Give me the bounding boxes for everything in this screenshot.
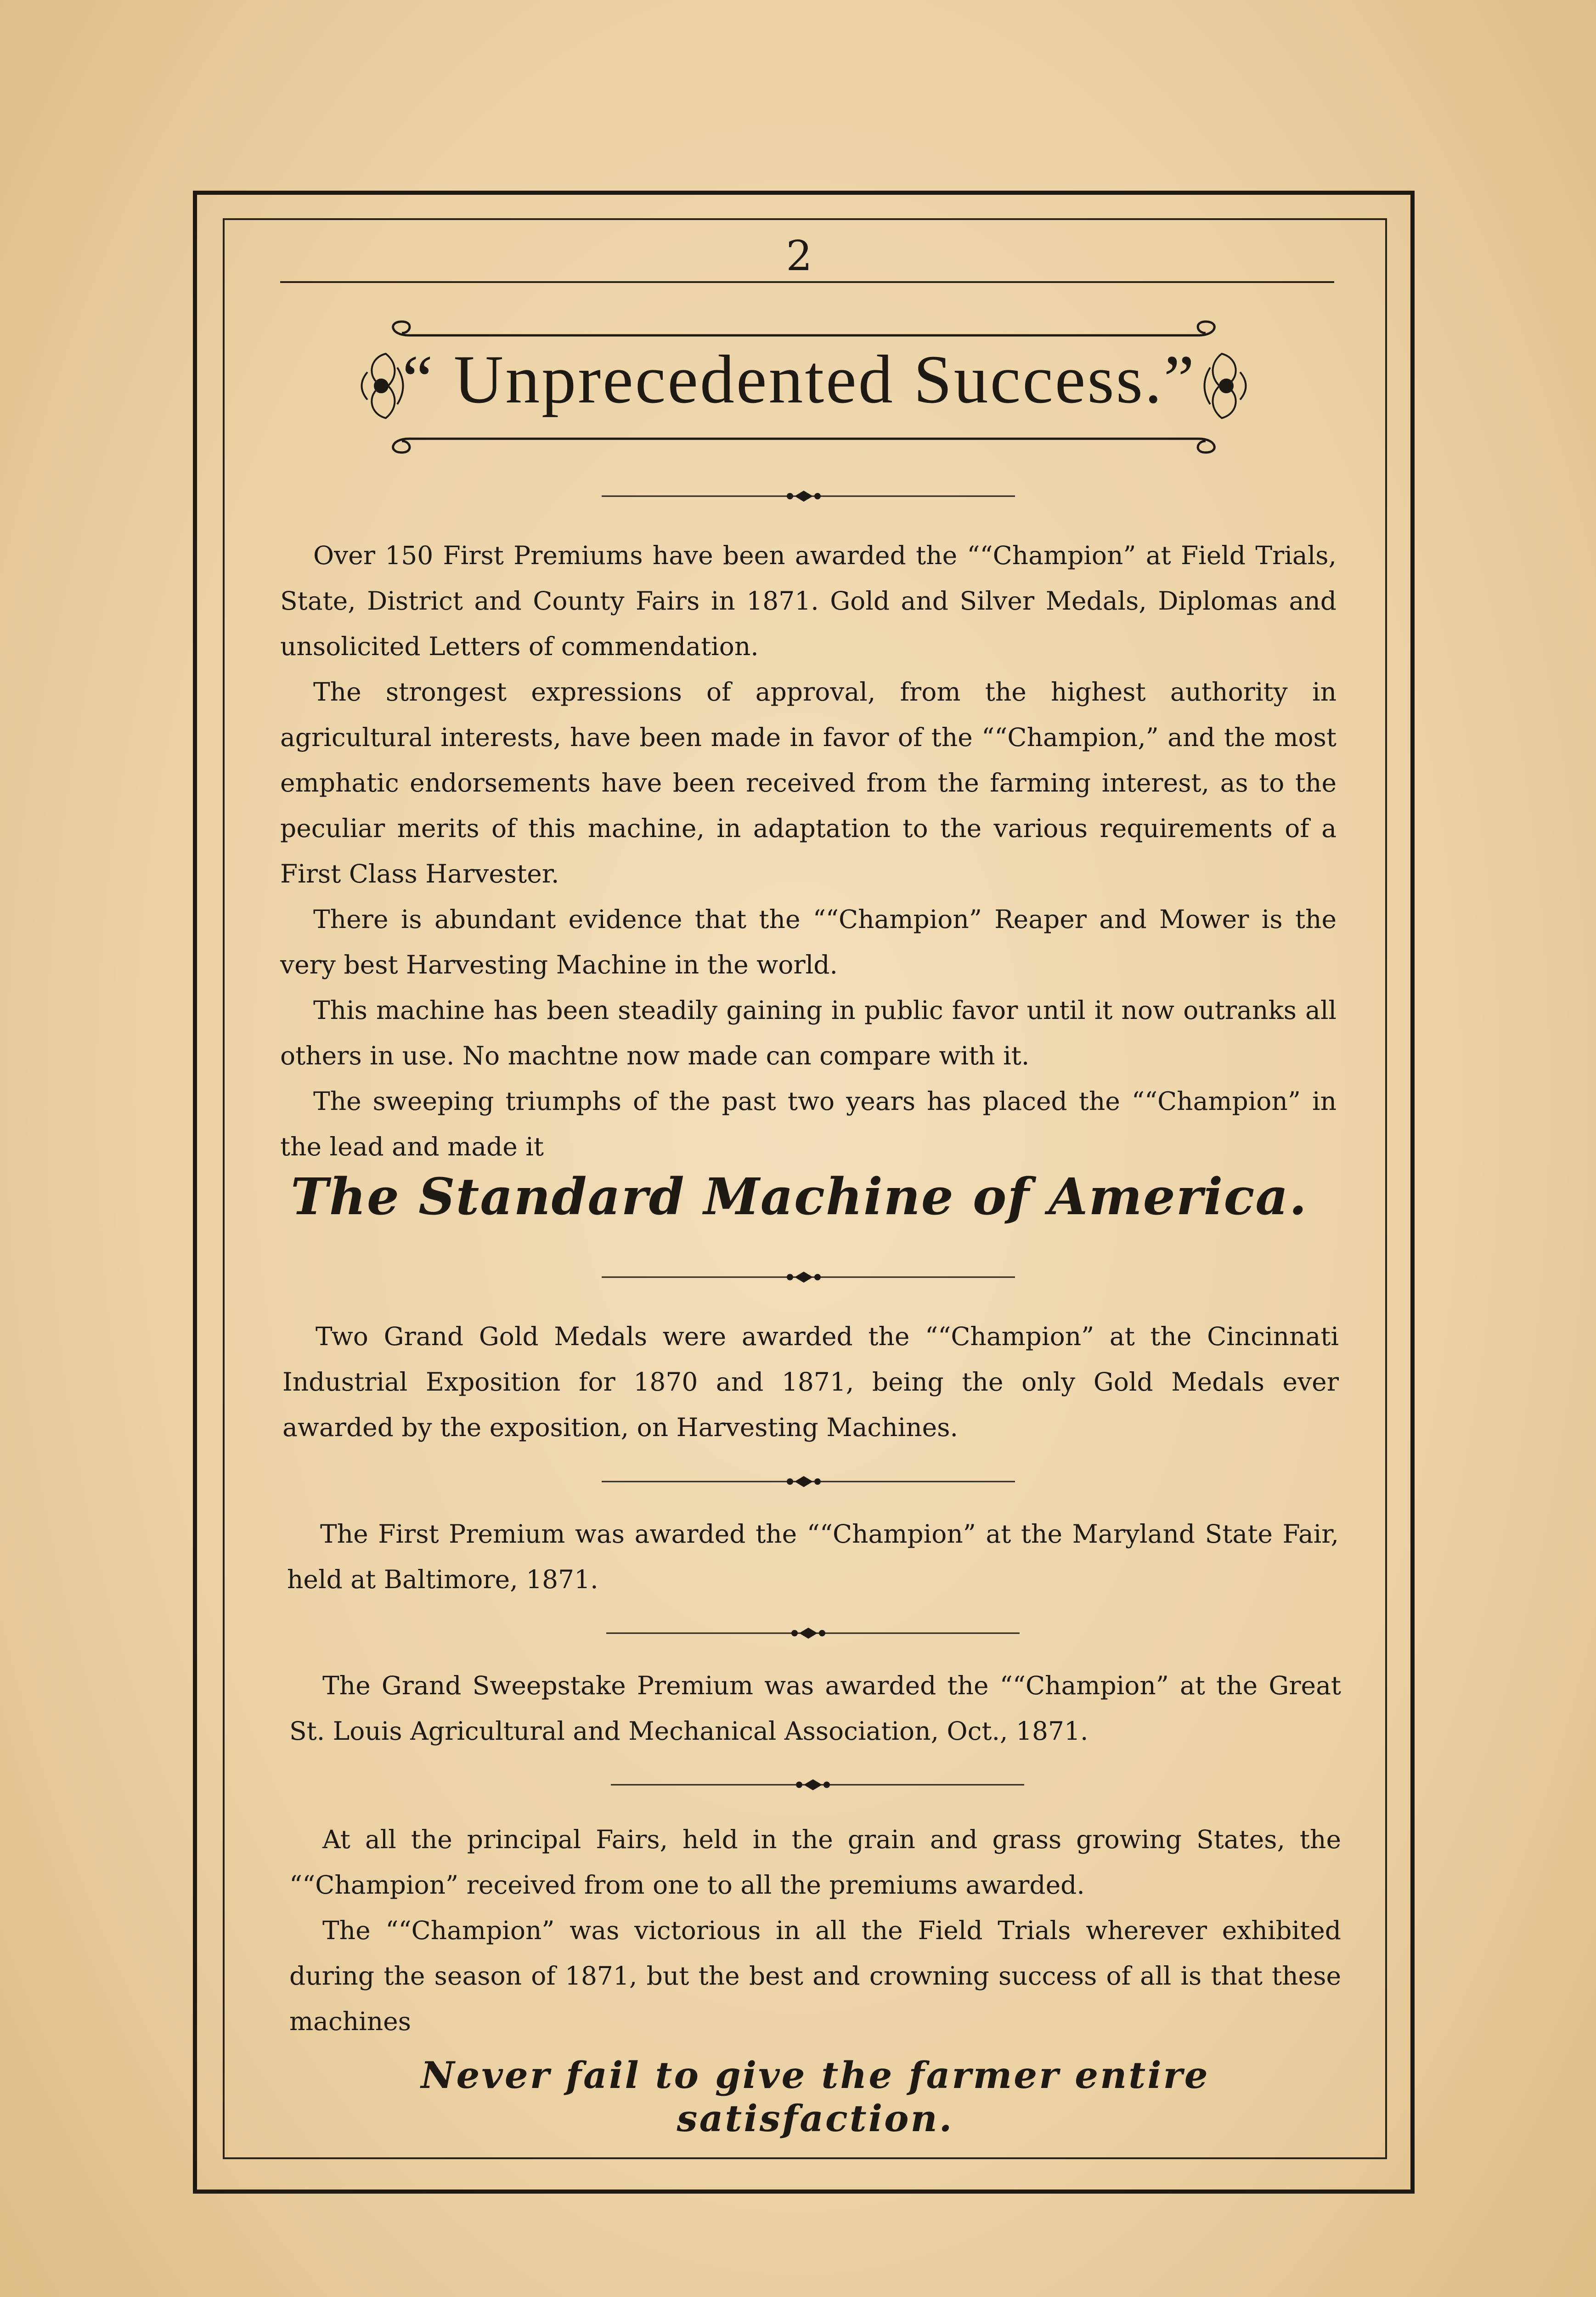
diamond-divider: [602, 1268, 1015, 1286]
standard-machine-heading: The Standard Machine of America.: [291, 1167, 1308, 1226]
diamond-divider: [611, 1776, 1024, 1794]
diamond-divider: [602, 1472, 1015, 1491]
page-number: 2: [786, 232, 812, 280]
paragraph-principal-fairs: At all the principal Fairs, held in the grain and grass growing States, the ““Champion” received from one to all the premiums awarded.: [289, 1825, 1341, 1900]
paragraph-st-louis: [289, 1663, 1341, 1754]
paragraph-field-trials: The ““Champion” was victorious in all the Field Trials wherever exhibited during the season of 1871, but the best and crowning success of all is that these machines: [289, 1916, 1341, 2036]
paragraph-sweeping-triumphs: The sweeping triumphs of the past two years has placed the ““Champion” in the lead and made it: [280, 1086, 1337, 1161]
paragraph-premiums: Over 150 First Premiums have been awarded the ““Champion” at Field Trials, State, District and County Fairs in 1871. Gold and Silver Medals, Diplomas and unsolicited Letters of commendation.: [280, 541, 1337, 661]
intro-paragraphs: [280, 533, 1337, 1170]
paragraph-gold-medals: [282, 1314, 1339, 1450]
page-title: “ Unprecedented Success.”: [402, 341, 1196, 418]
diamond-divider: [606, 1624, 1020, 1642]
paragraph-maryland: [287, 1511, 1339, 1602]
header-rule: [280, 281, 1334, 283]
paragraph-maryland-text: The First Premium was awarded the ““Champion” at the Maryland State Fair, held at Baltimore, 1871.: [287, 1519, 1339, 1594]
diamond-divider: [602, 487, 1015, 505]
paragraph-gaining-favor: This machine has been steadily gaining in public favor until it now outranks all others in use. No machtne now made can compare with it.: [280, 996, 1337, 1070]
paragraph-evidence: There is abundant evidence that the ““Champion” Reaper and Mower is the very best Harvesting Machine in the world.: [280, 905, 1337, 979]
satisfaction-heading: Never fail to give the farmer entire satisfaction.: [421, 2054, 1210, 2140]
paragraph-gold-medals-text: Two Grand Gold Medals were awarded the ““Champion” at the Cincinnati Industrial Exposition for 1870 and 1871, being the only Gold Medals ever awarded by the exposition, on Harvesting Machines.: [282, 1322, 1339, 1442]
paragraph-approval: The strongest expressions of approval, from the highest authority in agricultural interests, have been made in favor of the ““Champion,” and the most emphatic endorsements have been received from the farming interest, as to the peculiar merits of this machine, in adaptation to the various requirements of a First Class Harvester.: [280, 677, 1337, 888]
closing-paragraphs: [289, 1817, 1341, 2044]
paragraph-st-louis-text: The Grand Sweepstake Premium was awarded the ““Champion” at the Great St. Louis Agricultural and Mechanical Association, Oct., 1871.: [289, 1671, 1341, 1746]
